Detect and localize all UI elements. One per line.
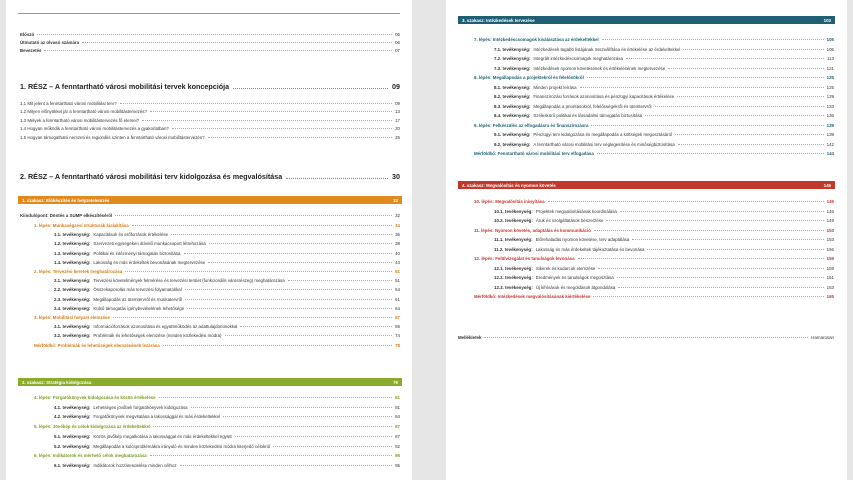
- toc-step-row[interactable]: [474, 37, 834, 43]
- toc-page-number: 07: [395, 48, 400, 53]
- toc-step-row[interactable]: [474, 256, 834, 262]
- toc-page-number: 20: [395, 126, 400, 132]
- activity-tag: 12.3. tevékenység:: [494, 284, 533, 290]
- phase-4-band[interactable]: [458, 181, 835, 189]
- toc-entry-kickoff[interactable]: [20, 213, 400, 219]
- toc-entry-text: Megállapodás a kulcsproblémákra irányuló és minden közlekedési módra kiterjedő célokról: [93, 443, 271, 449]
- toc-entry-text: Mérföldkő: Problémák és lehetőségek elemzésének lezárása: [34, 342, 160, 348]
- toc-activity-row[interactable]: [54, 444, 400, 450]
- toc-step-row[interactable]: [474, 199, 834, 205]
- phase-1-band[interactable]: [18, 196, 402, 204]
- toc-entry-appendix[interactable]: [458, 335, 834, 341]
- toc-activity-row[interactable]: [494, 285, 834, 291]
- toc-activity-row[interactable]: [494, 209, 834, 215]
- activity-tag: 8.1. tevékenység:: [494, 84, 531, 90]
- toc-entry-text: Közös jövőkép megalkotása a lakossággal és más érdekeltekkel együtt: [93, 433, 232, 439]
- toc-entry-text: Pénzügyi terv kidolgozása és megállapodás a költségek megosztásáról: [533, 132, 673, 137]
- toc-entry-text: Indikátorok hozzárendelése minden célhoz: [93, 462, 177, 468]
- toc-page-number: 67: [395, 315, 400, 320]
- toc-step-row[interactable]: [34, 269, 400, 275]
- toc-page-number: 133: [826, 103, 834, 109]
- toc-page-number: 95: [395, 462, 400, 468]
- toc-page-number: 61: [395, 296, 400, 302]
- activity-tag: 7.2. tevékenység:: [494, 56, 531, 61]
- toc-page-number: 161: [826, 275, 834, 280]
- toc-activity-row[interactable]: [494, 247, 834, 253]
- toc-page-number: 06: [395, 40, 400, 45]
- toc-activity-row[interactable]: [494, 132, 834, 138]
- toc-entry-text: 1.3 Melyek a fenntartható városi mobilitástervezés fő elemei?: [20, 117, 140, 123]
- toc-activity-row[interactable]: [54, 333, 400, 339]
- activity-tag: 7.1. tevékenység:: [494, 46, 531, 52]
- toc-page-number: 144: [826, 151, 834, 156]
- activity-tag: 5.2. tevékenység:: [54, 443, 91, 449]
- toc-entry-text: Lakosság és más érdekeltek tájékoztatása és bevonása: [535, 246, 645, 252]
- activity-tag: 7.3. tevékenység:: [494, 65, 531, 71]
- activity-tag: 8.2. tevékenység:: [494, 94, 531, 99]
- top-rule: [18, 13, 400, 14]
- activity-tag: 2.2. tevékenység:: [54, 287, 91, 293]
- toc-entry-text: Előszó: [20, 32, 35, 37]
- activity-tag: 11.1. tevékenység:: [494, 237, 533, 242]
- toc-page-number: 69: [395, 324, 400, 330]
- toc-page-number: 105: [826, 46, 834, 52]
- toc-entry-text: Eredmények és tanulságok megosztása: [535, 275, 614, 280]
- activity-tag: 3.1. tevékenység:: [54, 324, 91, 330]
- activity-tag: 2.4. tevékenység:: [54, 305, 91, 311]
- toc-entry-row[interactable]: [20, 126, 400, 132]
- toc-page-number: 113: [827, 56, 834, 61]
- toc-activity-row[interactable]: [54, 232, 400, 238]
- toc-entry-text: Intézkedések tagabb listájának összeállítása és értékelése az érdekeltekkel: [533, 46, 681, 52]
- part-title: 1. RÉSZ – A fenntartható városi mobilitási tervek koncepciója: [20, 82, 230, 91]
- toc-entry-text: Kapacitások és erőforrások értékelése: [93, 232, 169, 238]
- toc-page-right: [446, 0, 847, 480]
- toc-step-row[interactable]: [34, 315, 400, 321]
- activity-tag: 9.2. tevékenység:: [494, 141, 531, 147]
- toc-entry-text: 10. lépés: Megvalósítás irányítása: [474, 199, 545, 204]
- toc-page-number: 81: [395, 404, 400, 410]
- toc-entry-text: Bevezetés: [20, 48, 42, 53]
- toc-activity-row[interactable]: [494, 142, 834, 148]
- toc-entry-text: Intézkedések nyomon követésének és értékelésének megtervezése: [533, 65, 666, 71]
- toc-activity-row[interactable]: [494, 85, 834, 91]
- toc-activity-row[interactable]: [494, 104, 834, 110]
- toc-entry-row[interactable]: [20, 109, 400, 115]
- activity-tag: 8.4. tevékenység:: [494, 113, 531, 118]
- toc-activity-row[interactable]: [494, 113, 834, 119]
- toc-page-number: 74: [395, 333, 400, 339]
- toc-entry-text: 1.5 Hogyan támogatható nemzeti és regionális szinten a fenntartható városi mobilitástervezés?: [20, 134, 205, 140]
- toc-entry-text: 1. lépés: Munkavégzési struktúrák kialakítása: [34, 223, 129, 228]
- toc-entry-guide[interactable]: [20, 40, 400, 46]
- activity-tag: 2.1. tevékenység:: [54, 278, 91, 284]
- activity-tag: 2.3. tevékenység:: [54, 296, 91, 302]
- toc-entry-text: 8. lépés: Megállapodás a projektekről és felelősökről: [474, 75, 584, 80]
- toc-activity-row[interactable]: [54, 405, 400, 411]
- toc-page-number: Hamarosan: [811, 335, 834, 340]
- toc-page-number: 40: [395, 250, 400, 256]
- part-page: 09: [392, 82, 400, 91]
- toc-activity-row[interactable]: [494, 66, 834, 72]
- toc-entry-text: Megállapodás a prioritásokról, felelősségekről és ütemtervről: [533, 103, 652, 109]
- toc-entry-text: Előrehaladás nyomon követése, terv adaptálása: [535, 237, 630, 242]
- toc-page-number: 105: [826, 37, 834, 42]
- toc-entry-text: 1.2 Milyen előnyökkel jár a fenntartható városi mobilitástervezés?: [20, 109, 147, 115]
- toc-page-number: 146: [826, 199, 834, 204]
- part-title: 2. RÉSZ – A fenntartható városi mobilitási terv kidolgozása és megvalósítása: [20, 172, 283, 181]
- toc-entry-text: Forgatókönyvek megvitatása a lakossággal és más érdekeltekkel: [93, 414, 221, 420]
- toc-entry-text: Lakosság és más érdekeltek bevonásának megtervezése: [93, 259, 206, 265]
- toc-page-number: 156: [826, 246, 834, 252]
- activity-tag: 1.4. tevékenység:: [54, 259, 91, 265]
- toc-activity-row[interactable]: [494, 275, 834, 281]
- toc-page-number: 136: [826, 113, 834, 118]
- toc-page-number: 25: [395, 134, 400, 140]
- toc-entry-text: Integrált intézkedéscsomagok meghatározása: [533, 56, 623, 61]
- phase-page: 79: [393, 379, 398, 385]
- toc-entry-text: 9. lépés: Felkészülés az elfogadásra és finanszírozásra: [474, 122, 589, 128]
- phase-page: 145: [823, 182, 831, 188]
- toc-entry-text: 12. lépés: Felülvizsgálat és tanulságok levonása: [474, 256, 575, 261]
- toc-milestone-row[interactable]: [474, 151, 834, 157]
- toc-entry-text: Mérföldkő: Intézkedések megvalósításának kiértékelése: [474, 294, 591, 299]
- toc-page-number: 13: [395, 109, 400, 115]
- activity-tag: 4.1. tevékenység:: [54, 404, 91, 410]
- toc-step-row[interactable]: [34, 395, 400, 401]
- toc-page-number: 163: [826, 284, 834, 290]
- phase-page: 32: [393, 197, 398, 203]
- toc-page-number: 153: [826, 237, 834, 242]
- phase-3-band[interactable]: [458, 16, 835, 24]
- toc-entry-text: 7. lépés: Intézkedéscsomagok kiválasztása az érdekeltekkel: [474, 37, 599, 42]
- toc-page-number: 146: [826, 208, 834, 214]
- toc-page-number: 139: [826, 132, 834, 137]
- part-1-heading[interactable]: [20, 82, 400, 91]
- toc-entry-text: Útmutató az olvasó számára: [20, 40, 80, 45]
- toc-entry-text: Széleskörű politikai és társadalmi támogatás biztosítása: [533, 113, 643, 118]
- toc-activity-row[interactable]: [54, 297, 400, 303]
- toc-step-row[interactable]: [34, 453, 400, 459]
- toc-page-number: 165: [826, 294, 834, 299]
- toc-page-number: 142: [826, 141, 834, 147]
- phase-label: 4. szakasz: Megvalósítás és nyomon követés: [462, 182, 556, 188]
- toc-page-left: [6, 0, 412, 480]
- toc-entry-text: Kiindulópont: Döntés a SUMP elkészítéséről: [20, 213, 113, 218]
- part-page: 30: [392, 172, 400, 181]
- toc-entry-text: Áruk és szolgáltatások beszerzése: [535, 218, 604, 223]
- toc-activity-row[interactable]: [54, 260, 400, 266]
- toc-entry-text: Információforrások azonosítása és együttműködés az adattulajdonosokkal: [93, 324, 238, 330]
- toc-entry-text: Minden projekt leírása: [533, 84, 577, 90]
- toc-milestone-row[interactable]: [474, 294, 834, 300]
- toc-activity-row[interactable]: [54, 306, 400, 312]
- toc-page-number: 44: [395, 259, 400, 265]
- activity-tag: 1.3. tevékenység:: [54, 250, 91, 256]
- toc-page-number: 05: [395, 32, 400, 37]
- toc-page-number: 159: [826, 265, 834, 271]
- toc-entry-text: 4. lépés: Forgatókönyvek kidolgozása és közös értékelése: [34, 395, 156, 400]
- activity-tag: 6.1. tevékenység:: [54, 462, 91, 468]
- toc-activity-row[interactable]: [494, 218, 834, 224]
- toc-activity-row[interactable]: [494, 94, 834, 100]
- toc-activity-row[interactable]: [54, 324, 400, 330]
- toc-entry-introduction[interactable]: [20, 48, 400, 54]
- activity-tag: 1.1. tevékenység:: [54, 232, 91, 238]
- activity-tag: 10.1. tevékenység:: [494, 208, 533, 214]
- part-2-heading[interactable]: [20, 172, 400, 181]
- toc-activity-row[interactable]: [54, 287, 400, 293]
- toc-page-number: 149: [826, 218, 834, 223]
- activity-tag: 9.1. tevékenység:: [494, 132, 531, 137]
- toc-page-number: 87: [395, 433, 400, 439]
- toc-activity-row[interactable]: [54, 241, 400, 247]
- toc-activity-row[interactable]: [494, 237, 834, 243]
- activity-tag: 12.2. tevékenység:: [494, 275, 533, 280]
- activity-tag: 4.2. tevékenység:: [54, 414, 91, 420]
- toc-page-number: 125: [826, 84, 834, 90]
- toc-milestone-row[interactable]: [34, 343, 400, 349]
- activity-tag: 5.1. tevékenység:: [54, 433, 91, 439]
- toc-page-number: 17: [395, 117, 400, 123]
- toc-entry-text: 2. lépés: Tervezési keretek meghatározása: [34, 269, 123, 274]
- phase-label: 2. szakasz: Stratégia kidolgozása: [22, 379, 92, 385]
- toc-page-number: 129: [826, 94, 834, 99]
- activity-tag: 10.2. tevékenység:: [494, 218, 533, 223]
- phase-label: 3. szakasz: Intézkedések tervezése: [462, 17, 535, 23]
- toc-entry-text: Megállapodás az ütemtervről és munkatervről: [93, 296, 183, 302]
- activity-tag: 8.3. tevékenység:: [494, 103, 531, 109]
- toc-page-number: 81: [395, 395, 400, 400]
- toc-activity-row[interactable]: [494, 266, 834, 272]
- toc-entry-text: Sikerek és kudarcok elemzése: [535, 265, 596, 271]
- toc-page-number: 87: [395, 424, 400, 430]
- toc-entry-text: 1.1 Mit jelent a fenntartható városi mobilitási terv?: [20, 101, 117, 106]
- toc-entry-foreword[interactable]: [20, 32, 400, 38]
- toc-activity-row[interactable]: [494, 56, 834, 62]
- activity-tag: 1.2. tevékenység:: [54, 241, 91, 247]
- toc-entry-text: Politikai és intézményi támogatás biztosítása: [93, 250, 181, 256]
- toc-entry-text: 1.4 Hogyan működik a fenntartható városi mobilitástervezés a gyakorlatban?: [20, 126, 169, 132]
- toc-entry-row[interactable]: [20, 101, 400, 107]
- toc-entry-text: Lehetséges jövőbeli forgatókönyvek kidolgozása: [93, 404, 188, 410]
- toc-activity-row[interactable]: [54, 251, 400, 257]
- toc-entry-text: Új kihívások és megoldások átgondolása: [535, 284, 616, 290]
- toc-page-number: 92: [395, 443, 400, 449]
- toc-page-number: 139: [826, 122, 834, 128]
- toc-activity-row[interactable]: [54, 463, 400, 469]
- toc-step-row[interactable]: [474, 75, 834, 81]
- toc-page-number: 32: [395, 213, 400, 218]
- toc-page-number: 125: [826, 75, 834, 80]
- toc-entry-text: 3. lépés: Mobilitási helyzet elemzése: [34, 315, 110, 320]
- toc-activity-row[interactable]: [54, 414, 400, 420]
- toc-activity-row[interactable]: [54, 434, 400, 440]
- toc-page-number: 51: [395, 269, 400, 274]
- toc-page-number: 121: [826, 65, 834, 71]
- toc-entry-text: Mérföldkő: Fenntartható városi mobilitási terv elfogadása: [474, 151, 594, 156]
- toc-page-number: 54: [395, 287, 400, 293]
- toc-page-number: 64: [395, 305, 400, 311]
- toc-page-number: 153: [826, 227, 834, 233]
- toc-step-row[interactable]: [34, 223, 400, 229]
- toc-entry-text: 11. lépés: Nyomon követés, adaptálás és kommunikáció: [474, 227, 591, 233]
- toc-page-number: 95: [395, 453, 400, 459]
- toc-page-number: 36: [395, 232, 400, 238]
- toc-entry-text: A fenntartható városi mobilitási terv véglegesítése és minőségbiztosítása: [533, 141, 675, 147]
- activity-tag: 12.1. tevékenység:: [494, 265, 533, 271]
- phase-page: 103: [823, 17, 831, 23]
- toc-activity-row[interactable]: [54, 278, 400, 284]
- toc-entry-row[interactable]: [20, 118, 400, 124]
- toc-page-number: 51: [395, 278, 400, 284]
- toc-entry-text: Tervezési követelmények felmérése és tervezési terület (funkcionális városrészeg) meghatározása: [93, 278, 285, 284]
- activity-tag: 11.2. tevékenység:: [494, 246, 533, 252]
- toc-entry-text: Problémák és lehetőségek elemzése (minden közlekedési módra): [93, 333, 222, 339]
- toc-entry-text: 6. lépés: Indikátorok és mérhető célok meghatározása: [34, 453, 147, 459]
- toc-entry-row[interactable]: [20, 135, 400, 141]
- toc-step-row[interactable]: [474, 123, 834, 129]
- toc-activity-row[interactable]: [494, 47, 834, 53]
- phase-2-band[interactable]: [18, 378, 402, 386]
- toc-entry-text: Mellékletek: [458, 335, 482, 340]
- activity-tag: 3.2. tevékenység:: [54, 333, 91, 339]
- toc-page-number: 78: [395, 342, 400, 348]
- toc-page-number: 84: [395, 414, 400, 420]
- toc-entry-text: Szervezeti egységeken átívelő munkacsoport létrehozása: [93, 241, 206, 247]
- toc-entry-text: Projektek megvalósításának koordinálása: [535, 208, 617, 214]
- toc-page-number: 38: [395, 241, 400, 247]
- toc-page-number: 159: [826, 256, 834, 261]
- phase-label: 1. szakasz: Előkészítés és helyzetelemzés: [22, 197, 110, 203]
- toc-page-number: 09: [395, 101, 400, 106]
- toc-entry-text: Finanszírozási források azonosítása és pénzügyi kapacitások értékelése: [533, 94, 675, 99]
- toc-entry-text: Külső támogatás igénybevételének lehetősége: [93, 305, 185, 311]
- toc-entry-text: 5. lépés: Jövőkép és célok kidolgozása az érdekeltekkel: [34, 424, 151, 430]
- toc-page-number: 34: [395, 223, 400, 228]
- toc-step-row[interactable]: [34, 424, 400, 430]
- toc-entry-text: Összekapcsolás más tervezési folyamatokkal: [93, 287, 182, 293]
- toc-step-row[interactable]: [474, 228, 834, 234]
